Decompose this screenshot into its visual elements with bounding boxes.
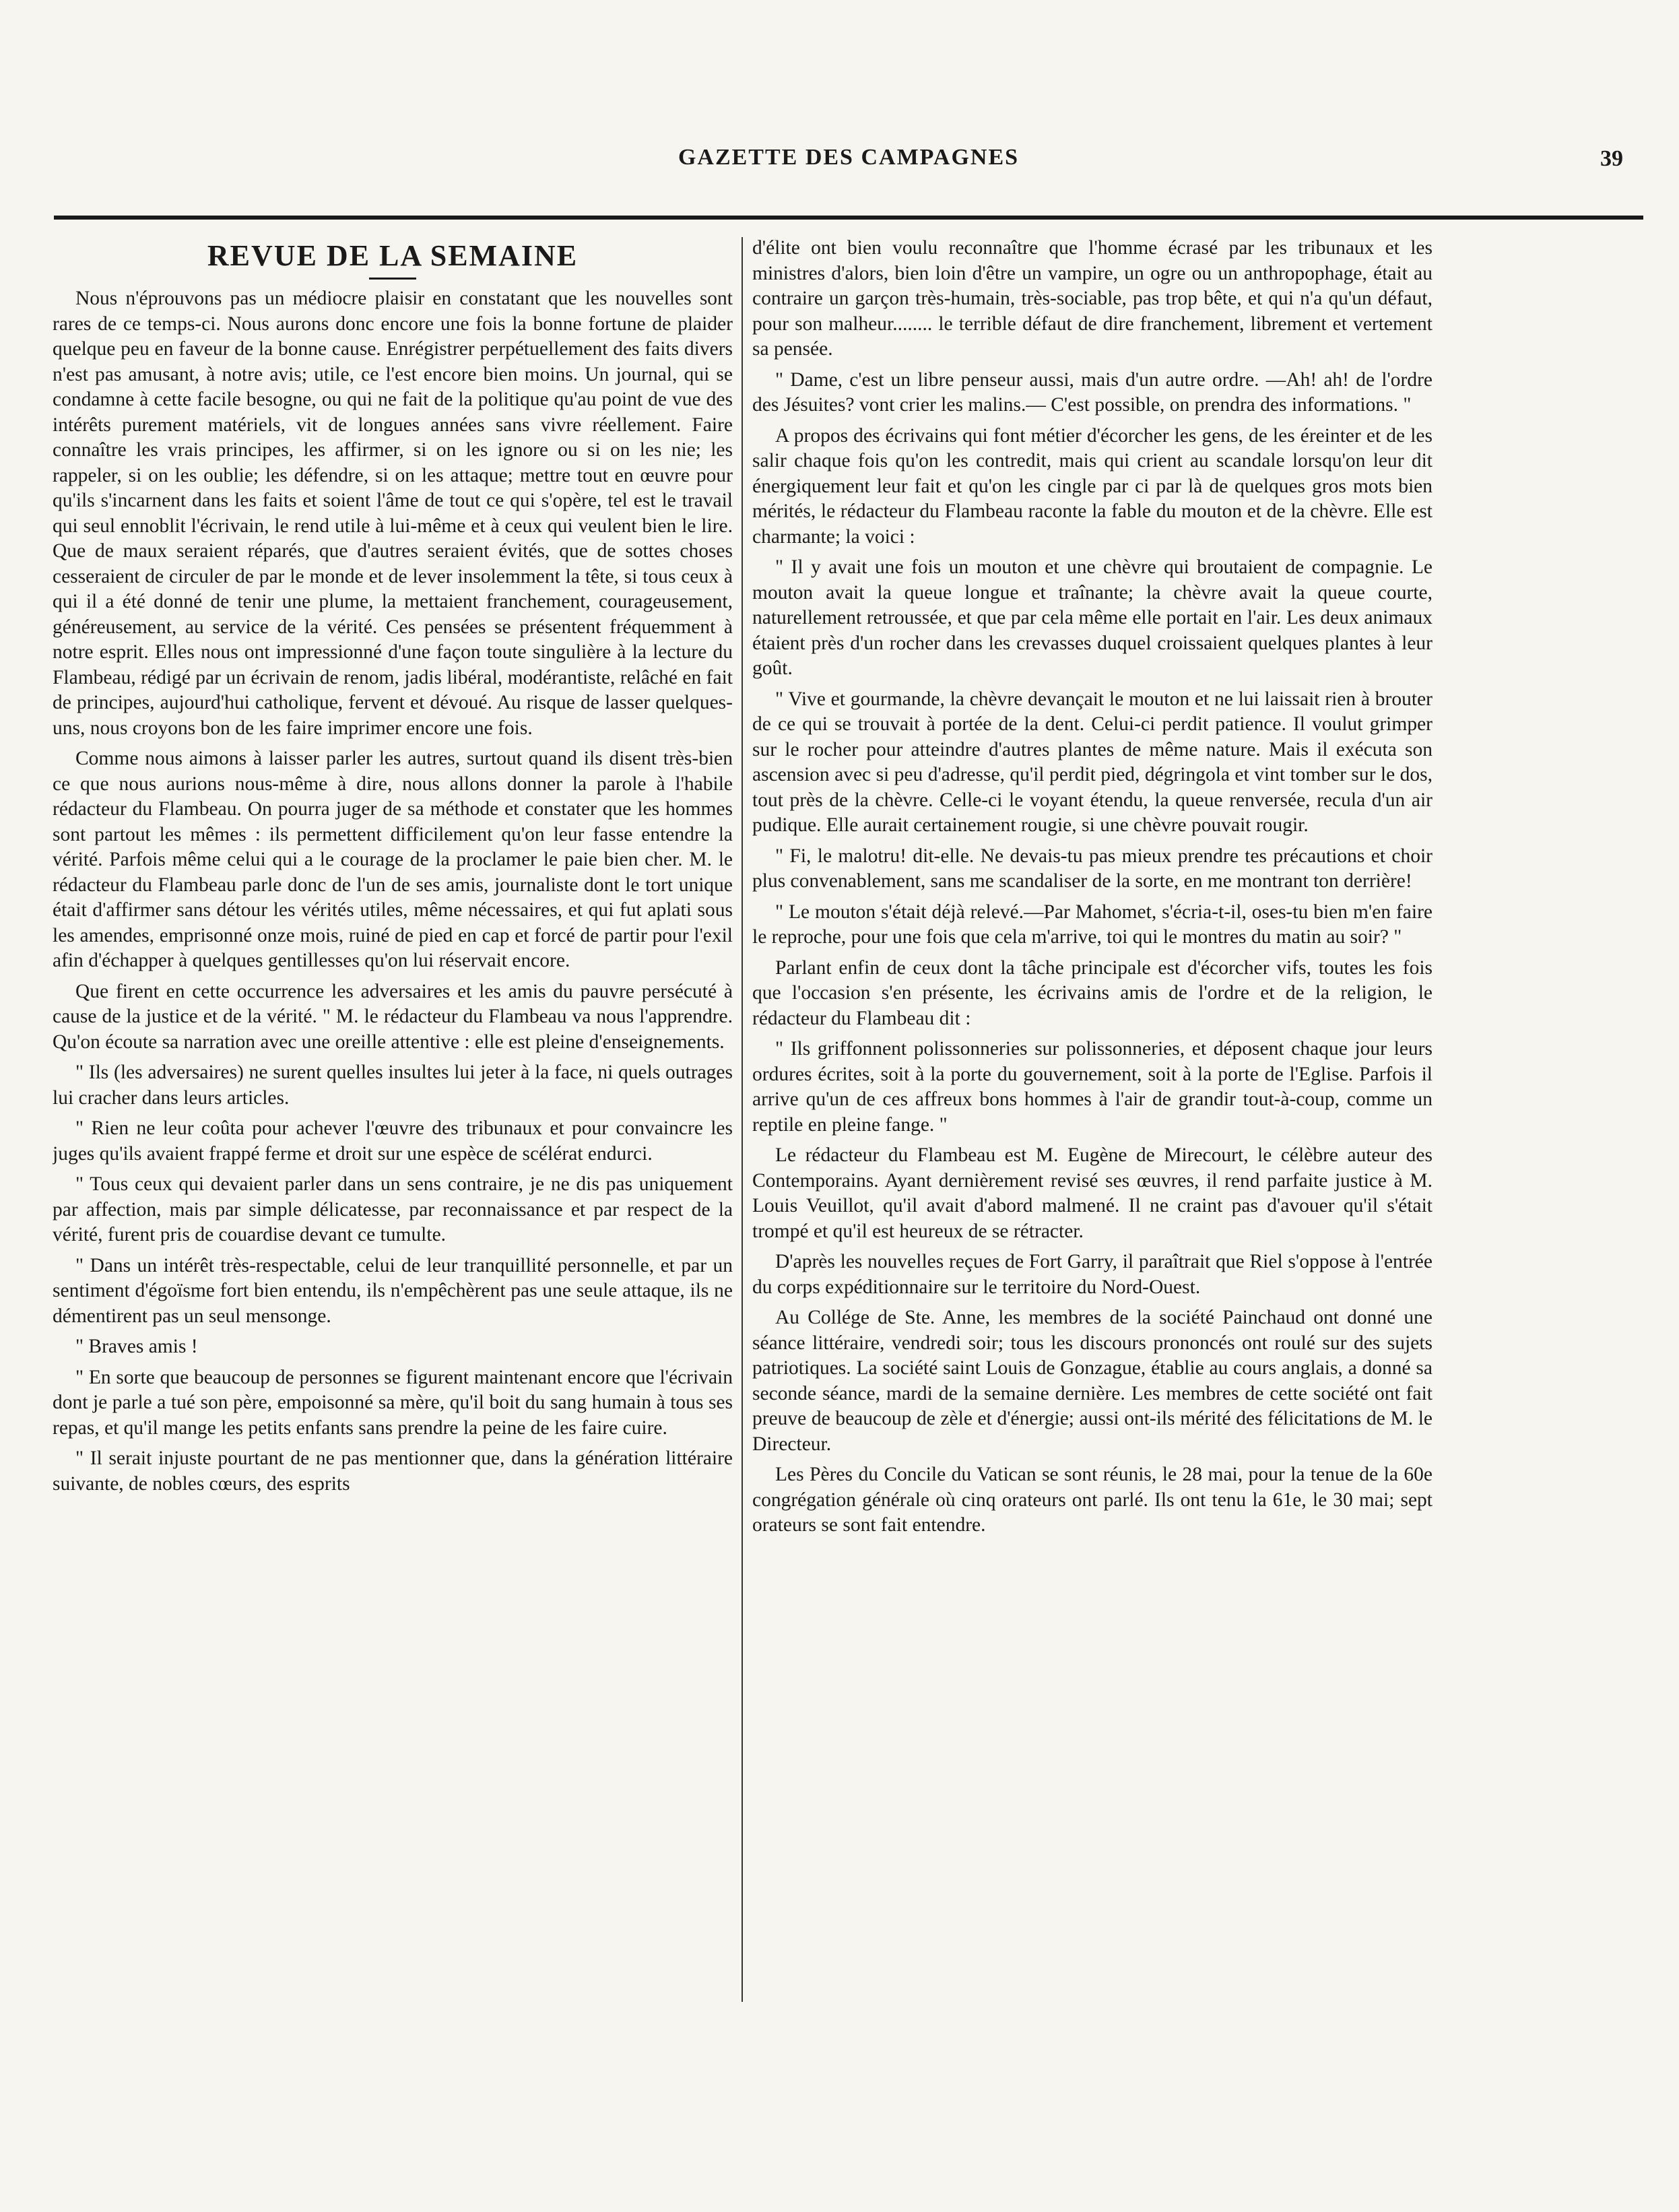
article-paragraph: D'après les nouvelles reçues de Fort Garry, il paraîtrait que Riel s'oppose à l'entrée du corps expéditionnaire sur le territoire du Nord-Ouest. (752, 1251, 1433, 1298)
article-paragraph: d'élite ont bien voulu reconnaître que l'homme écrasé par les tribunaux et les ministres d'alors, bien loin d'être un vampire, un ogre ou un anthropophage, était au contraire un garçon très-humain, très-sociable, pas trop bête, et qui n'a qu'un défaut, pour son malheur........ le terrible défaut de dire franchement, librement et vertement sa pensée. (752, 237, 1433, 360)
section-title: REVUE DE LA SEMAINE (207, 239, 579, 272)
page-number: 39 (1600, 146, 1623, 171)
column-divider (742, 237, 743, 2002)
article-paragraph: Les Pères du Concile du Vatican se sont réunis, le 28 mai, pour la tenue de la 60e congrégation générale où cinq orateurs ont parlé. Ils ont tenu la 61e, le 30 mai; sept orateurs se sont fait entendre. (752, 1464, 1433, 1536)
article-paragraph: Au Collége de Ste. Anne, les membres de la société Painchaud ont donné une séance littéraire, vendredi soir; tous les discours prononcés ont roulé sur des sujets patriotiques. La société saint Louis de Gonzague, établie au cours anglais, a donné sa seconde séance, mardi de la semaine dernière. Les membres de cette société ont fait preuve de beaucoup de zèle et d'énergie; aussi ont-ils mérité des félicitations de M. le Directeur. (752, 1307, 1433, 1455)
article-paragraph: " Il serait injuste pourtant de ne pas mentionner que, dans la génération littéraire suivante, de nobles cœurs, des esprits (53, 1447, 733, 1495)
left-column (53, 236, 733, 2108)
article-paragraph: " Rien ne leur coûta pour achever l'œuvre des tribunaux et pour convaincre les juges qu'ils avaient frappé ferme et droit sur une espèce de scélérat endurci. (53, 1117, 733, 1165)
article-paragraph: Comme nous aimons à laisser parler les autres, surtout quand ils disent très-bien ce que nous aurions nous-même à dire, nous allons donner la parole à l'habile rédacteur du Flambeau. On pourra juger de sa méthode et constater que les hommes sont partout les mêmes : ils permettent difficilement qu'on leur fasse entendre la vérité. Parfois même celui qui a le courage de la proclamer le paie bien cher. M. le rédacteur du Flambeau parle donc de l'un de ses amis, journaliste dont le tort unique était d'affirmer sans détour les vérités utiles, même nécessaires, et qui fut aplati sous les amendes, emprisonné onze mois, ruiné de pied en cap et forcé de partir pour l'exil afin d'échapper à quelques gentillesses qu'on lui réservait encore. (53, 748, 733, 971)
right-column (752, 236, 1433, 2108)
title-underline (369, 278, 416, 280)
article-paragraph: " En sorte que beaucoup de personnes se figurent maintenant encore que l'écrivain dont je parle a tué son père, empoisonné sa mère, qu'il boit du sang humain à tous ses repas, et qu'il mange les petits enfants sans prendre la peine de les faire cuire. (53, 1366, 733, 1439)
article-paragraph: " Braves amis ! (75, 1336, 198, 1357)
article-paragraph: Le rédacteur du Flambeau est M. Eugène de Mirecourt, le célèbre auteur des Contemporains. Ayant dernièrement revisé ses œuvres, il rend parfaite justice à M. Louis Veuillot, qu'il avait d'abord malmené. Il ne craint pas d'avouer qu'il s'était trompé et qu'il est heureux de se rétracter. (752, 1144, 1433, 1242)
article-paragraph: " Ils (les adversaires) ne surent quelles insultes lui jeter à la face, ni quels outrages lui cracher dans leurs articles. (53, 1062, 733, 1109)
article-paragraph: " Ils griffonnent polissonneries sur polissonneries, et déposent chaque jour leurs ordures écrites, soit à la porte du gouvernement, soit à la porte de l'Eglise. Parfois il arrive qu'un de ces affreux bons hommes à l'air de grandir tout-à-coup, comme un reptile en pleine fange. " (752, 1038, 1433, 1136)
article-paragraph: " Fi, le malotru! dit-elle. Ne devais-tu pas mieux prendre tes précautions et choir plus convenablement, sans me scandaliser de la sorte, en me montrant ton derrière! (752, 845, 1433, 892)
article-paragraph: " Il y avait une fois un mouton et une chèvre qui broutaient de compagnie. Le mouton avait la queue longue et traînante; la chèvre avait la queue courte, naturellement retroussée, et que par cela même elle portait en l'air. Les deux animaux étaient près d'un rocher dans les crevasses duquel croissaient quelques plantes à leur goût. (752, 556, 1433, 679)
article-paragraph: " Dame, c'est un libre penseur aussi, mais d'un autre ordre. —Ah! ah! de l'ordre des Jésuites? vont crier les malins.— C'est possible, on prendra des informations. " (752, 368, 1433, 416)
article-paragraph: Que firent en cette occurrence les adversaires et les amis du pauvre persécuté à cause de la justice et de la vérité. " M. le rédacteur du Flambeau va nous l'apprendre. Qu'on écoute sa narration avec une oreille attentive : elle est pleine d'enseignements. (53, 980, 733, 1053)
article-paragraph: " Le mouton s'était déjà relevé.—Par Mahomet, s'écria-t-il, oses-tu bien m'en faire le reproche, pour une fois que cela m'arrive, toi qui le montres du matin au soir? " (752, 901, 1433, 948)
page-header (54, 145, 1643, 185)
article-paragraph: " Tous ceux qui devaient parler dans un sens contraire, je ne dis pas uniquement par affection, mais par simple délicatesse, par reconnaissance et par respect de la vérité, furent pris de couardise devant ce tumulte. (53, 1173, 733, 1245)
article-paragraph: Nous n'éprouvons pas un médiocre plaisir en constatant que les nouvelles sont rares de ce temps-ci. Nous aurons donc encore une fois la bonne fortune de plaider quelque peu en faveur de la bonne cause. Enrégistrer perpétuellement des faits divers n'est pas amusant, à notre avis; utile, ce l'est encore bien moins. Un journal, qui se condamne à cette facile besogne, ou qui ne fait de la politique qu'au point de vue des intérêts purement matériels, vit de longues années sans vivre réellement. Faire connaître les vrais principes, les affirmer, si on les ignore ou si on les nie; les rappeler, si on les oublie; les défendre, si on les attaque; mettre tout en œuvre pour qu'ils s'incarnent dans les faits et soient l'âme de tout ce qui s'opère, tel est le travail qui seul ennoblit l'écrivain, le rend utile à lui-même et à ceux qui veulent bien le lire. Que de maux seraient réparés, que d'autres seraient évités, que de sottes choses cesseraient de circuler de par le monde et de lever insolemment la tête, si tous ceux à qui il a été donné de tenir une plume, la mettaient franchement, courageusement, généreusement, au service de la vérité. Ces pensées se présentent fréquemment à notre esprit. Elles nous ont impressionné d'une façon toute singulière à la lecture du Flambeau, rédigé par un écrivain de renom, jadis libéral, modérantiste, relâché en fait de principes, aujourd'hui catholique, fervent et dévoué. Au risque de lasser quelques-uns, nous croyons bon de les faire imprimer encore une fois. (53, 288, 733, 739)
article-paragraph: " Vive et gourmande, la chèvre devançait le mouton et ne lui laissait rien à brouter de ce qui se trouvait à portée de la dent. Celui-ci perdit patience. Il voulut grimper sur le rocher pour atteindre d'autres plantes de même nature. Mais il exécuta son ascension avec si peu d'adresse, qu'il perdit pied, dégringola et vint tomber sur le dos, tout près de la chèvre. Celle-ci le voyant étendu, la queue renversée, recula d'un air pudique. Elle aurait certainement rougie, si une chèvre pouvait rougir. (752, 688, 1433, 836)
article-paragraph: A propos des écrivains qui font métier d'écorcher les gens, de les éreinter et de les salir chaque fois qu'on les contredit, mais qui crient au scandale lorsqu'on leur dit énergiquement leur fait et qu'on les cingle par ci par là de quelques gros mots bien mérités, le rédacteur du Flambeau raconte la fable du mouton et de la chèvre. Elle est charmante; la voici : (752, 424, 1433, 548)
header-rule (54, 216, 1643, 220)
article-paragraph: Parlant enfin de ceux dont la tâche principale est d'écorcher vifs, toutes les fois que l'occasion s'en présente, les écrivains amis de l'ordre et de la religion, le rédacteur du Flambeau dit : (752, 956, 1433, 1029)
newspaper-title: GAZETTE DES CAMPAGNES (678, 145, 1020, 170)
article-paragraph: " Dans un intérêt très-respectable, celui de leur tranquillité personnelle, et par un sentiment d'égoïsme fort bien entendu, ils n'empêchèrent pas une seule attaque, ils ne démentirent pas un seul mensonge. (53, 1254, 733, 1327)
